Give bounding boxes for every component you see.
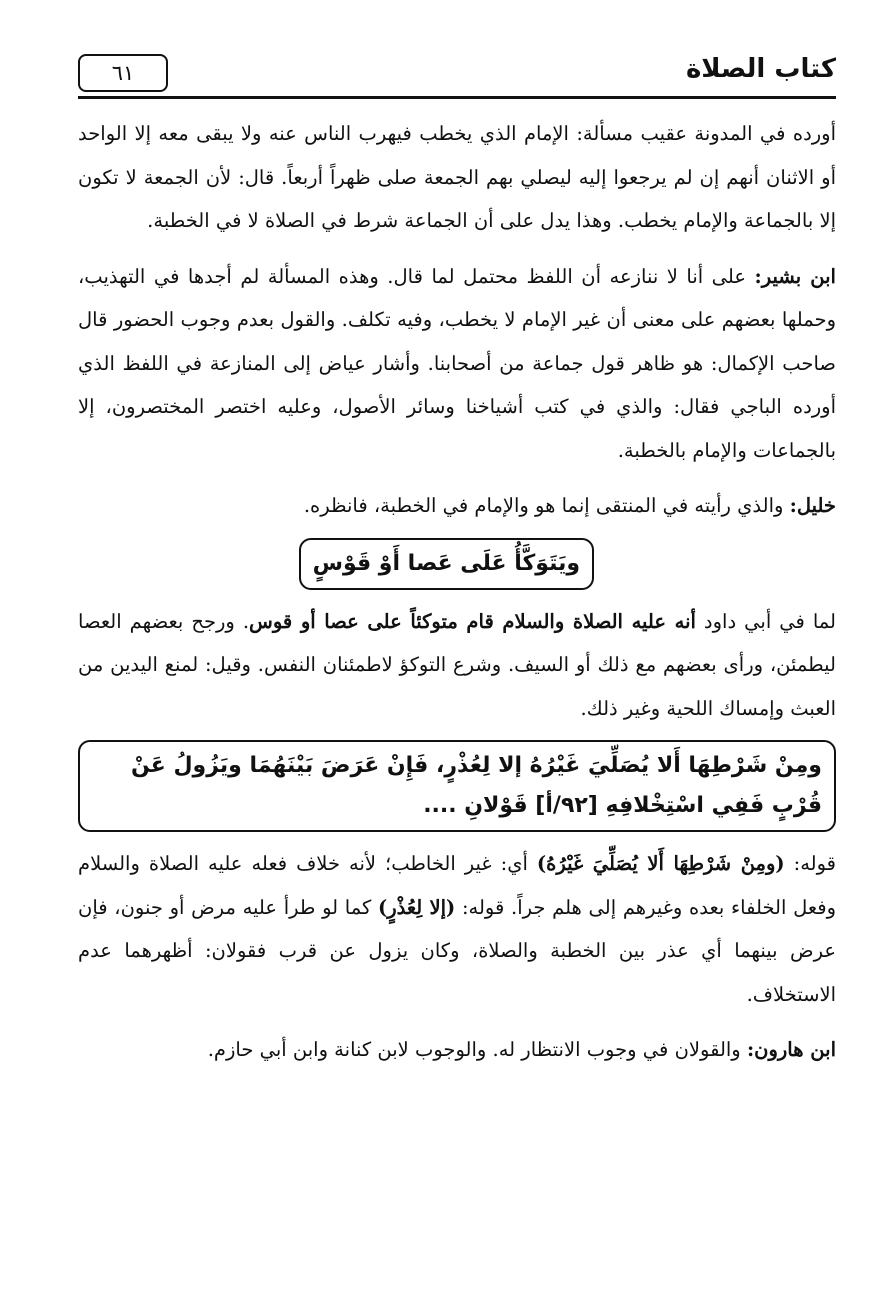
- header-divider: [78, 96, 836, 99]
- matn-box-staff: ويَتَوَكَّأُ عَلَى عَصا أَوْ قَوْسٍ: [299, 538, 594, 590]
- paragraph-text: لما في أبي داود: [695, 609, 837, 633]
- chapter-title: كتاب الصلاة: [685, 54, 836, 84]
- paragraph-abu-dawud: [78, 600, 836, 731]
- hadith-text: أنه عليه الصلاة والسلام قام متوكئاً على عصا أو قوس: [249, 609, 696, 633]
- paragraph-text: والقولان في وجوب الانتظار له. والوجوب لابن كنانة وابن أبي حازم.: [207, 1038, 747, 1061]
- paragraph-text: والذي رأيته في المنتقى إنما هو والإمام في الخطبة، فانظره.: [303, 494, 790, 517]
- paragraph-text: كما لو طرأ عليه مرض أو جنون، فإن عرض بينهما أي عذر بين الخطبة والصلاة، وكان يزول عن قرب فقولان: أظهرهما عدم الاستخلاف.: [78, 895, 836, 1006]
- speaker-label: ابن بشير:: [754, 264, 836, 288]
- speaker-label: ابن هارون:: [746, 1038, 836, 1061]
- paragraph-ibn-bashir: [78, 255, 836, 473]
- page-number: ٦١: [78, 54, 168, 92]
- quoted-matn: (ومِنْ شَرْطِهَا أَلا يُصَلِّيَ غَيْرُهُ): [536, 852, 785, 875]
- paragraph-text: . ورجح بعضهم العصا ليطمئن، ورأى بعضهم مع ذلك أو السيف. وشرع التوكؤ لاطمئنان النفس. وقيل: لمنع اليدين من العبث وإمساك اللحية وغير ذلك.: [78, 609, 836, 720]
- paragraph-text: أي: غير الخاطب؛ لأنه خلاف فعله عليه الصلاة والسلام وفعل الخلفاء بعده وغيرهم إلى هلم جراً. قوله:: [78, 852, 836, 919]
- matn-line: ومِنْ شَرْطِهَا أَلا يُصَلِّيَ غَيْرُهُ إلا لِعُذْرٍ، فَإِنْ عَرَضَ بَيْنَهُمَا ويَزُولُ عَنْ: [130, 753, 822, 778]
- paragraph-text: على أنا لا ننازعه أن اللفظ محتمل لما قال. وهذه المسألة لم أجدها في التهذيب، وحملها بعضهم على معنى أن غير الإمام لا يخطب، وفيه تكلف. والقول بعدم وجوب الحضور قال صاحب الإكمال: هو ظاهر قول جماعة من أصحابنا. وأشار عياض إلى المنازعة في اللفظ الذي أورده الباجي فقال: والذي في كتب أشياخنا وسائر الأصول، وعليه اختصر المختصرون، إلا بالجماعات والإمام بالخطبة.: [78, 264, 836, 462]
- paragraph-text: قوله:: [784, 852, 837, 875]
- paragraph-khalil: [78, 484, 836, 528]
- page-body: [78, 112, 836, 1072]
- matn-line: قُرْبٍ فَفِي اسْتِخْلافِهِ [٩٢/أ] قَوْلانِ ....: [423, 793, 822, 818]
- paragraph-commentary: [78, 842, 836, 1016]
- quoted-matn: (إلا لِعُذْرٍ): [377, 895, 456, 919]
- page-header: [78, 50, 836, 100]
- paragraph-1: أورده في المدونة عقيب مسألة: الإمام الذي يخطب فيهرب الناس عنه ولا يبقى معه إلا الواحد أو الاثنان أنهم إن لم يرجعوا إليه ليصلي بهم الجمعة صلى ظهراً أربعاً. قال: لأن الجمعة لا تكون إلا بالجماعة والإمام يخطب. وهذا يدل على أن الجماعة شرط في الصلاة لا في الخطبة.: [78, 122, 836, 232]
- paragraph-ibn-harun: [78, 1028, 836, 1072]
- speaker-label: خليل:: [789, 494, 836, 517]
- matn-box-condition: [78, 740, 836, 832]
